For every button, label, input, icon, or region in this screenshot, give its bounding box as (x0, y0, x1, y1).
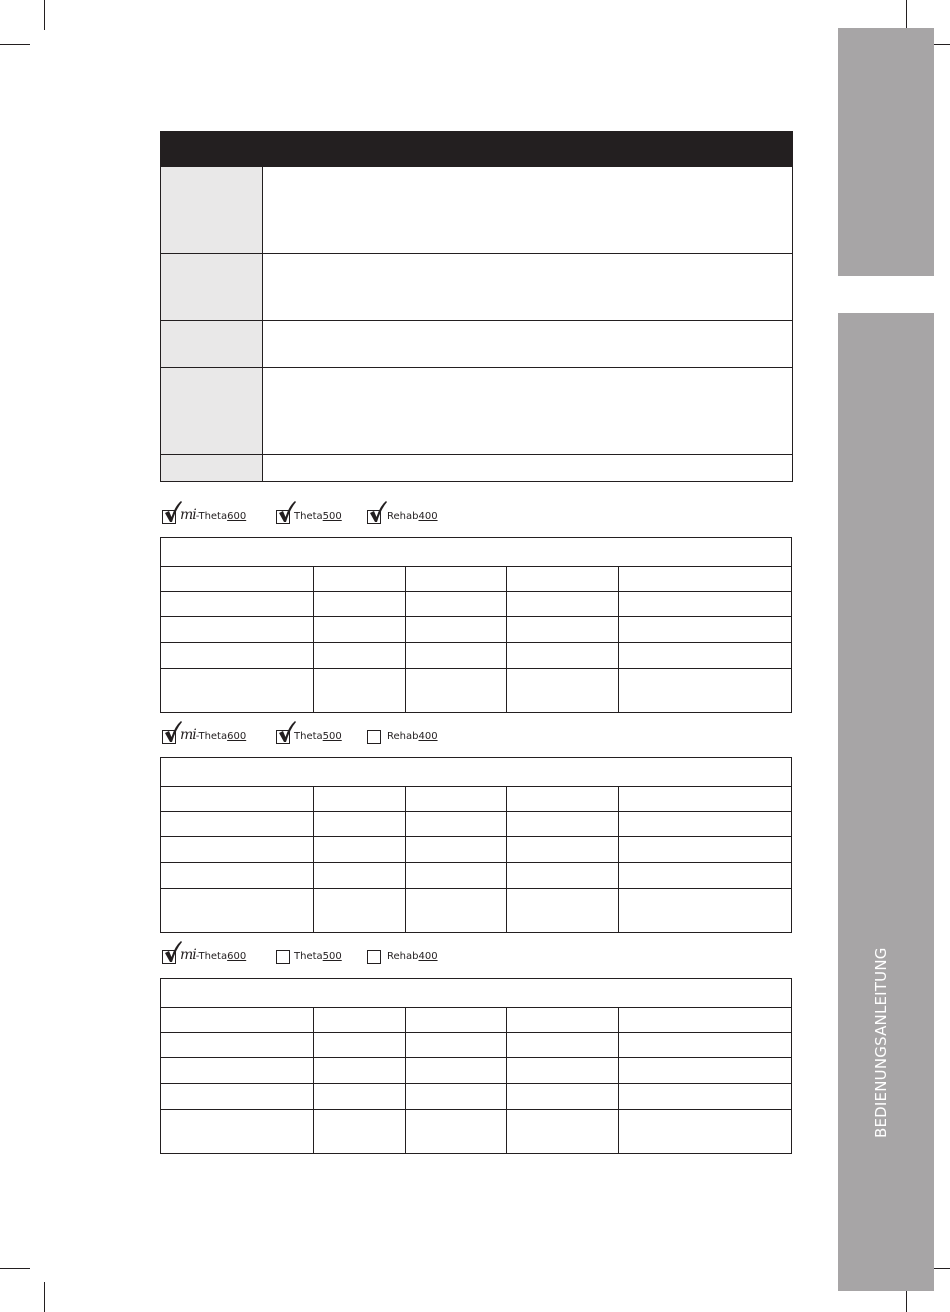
table-column-divider (618, 566, 619, 712)
table-row-divider (161, 591, 791, 592)
model-logo-rehab (387, 511, 438, 522)
model-logo-number: 500 (322, 731, 342, 742)
model-logo-number: 600 (227, 511, 247, 522)
table-column-divider (506, 566, 507, 712)
crop-mark-bottom-left-h (0, 1268, 30, 1269)
table-row-divider (161, 1032, 791, 1033)
model-compatibility-line (160, 722, 480, 750)
crop-mark-top-left-h (0, 44, 30, 45)
model-logo-name: -Theta (195, 951, 228, 962)
info-table-label-cell (161, 368, 263, 454)
table-row-divider (161, 811, 791, 812)
model-logo-number: 500 (322, 951, 342, 962)
table-row-divider (161, 888, 791, 889)
table-row-divider (161, 642, 791, 643)
model-logo-number: 400 (418, 511, 438, 522)
model-logo-number: 400 (418, 951, 438, 962)
checkmark-icon (368, 500, 388, 529)
crop-mark-top-left-v (44, 0, 45, 30)
spec-table (160, 978, 792, 1154)
model-logo-mi-theta (180, 947, 246, 963)
model-compatibility-line (160, 502, 480, 530)
model-logo-rehab (387, 731, 438, 742)
model-logo-number: 600 (227, 951, 247, 962)
table-column-divider (506, 786, 507, 932)
model-logo-name: Theta (294, 951, 323, 962)
info-table-row (161, 253, 792, 320)
table-column-divider (405, 786, 406, 932)
model-logo-theta (294, 951, 342, 962)
table-row-divider (161, 616, 791, 617)
info-table (160, 131, 793, 482)
model-logo-number: 500 (322, 511, 342, 522)
info-table-row (161, 166, 792, 253)
table-row-divider (161, 1007, 791, 1008)
model-logo-prefix: mi (180, 947, 196, 963)
info-table-label-cell (161, 321, 263, 367)
model-logo-mi-theta (180, 727, 246, 743)
spec-table (160, 757, 792, 933)
model-logo-prefix: mi (180, 727, 196, 743)
side-tab-lower (838, 313, 934, 1291)
model-logo-number: 600 (227, 731, 247, 742)
table-column-divider (618, 1007, 619, 1153)
info-table-row (161, 320, 792, 367)
table-column-divider (506, 1007, 507, 1153)
model-logo-theta (294, 511, 342, 522)
crop-mark-top-right-v (906, 0, 907, 30)
table-row-divider (161, 1083, 791, 1084)
table-row-divider (161, 566, 791, 567)
model-checkbox (367, 730, 381, 744)
table-row-divider (161, 786, 791, 787)
table-row-divider (161, 862, 791, 863)
info-table-label-cell (161, 167, 263, 253)
info-table-label-cell (161, 254, 263, 320)
side-tab-upper (838, 28, 934, 276)
table-column-divider (405, 1007, 406, 1153)
info-table-row (161, 454, 792, 481)
model-logo-name: -Theta (195, 731, 228, 742)
table-row-divider (161, 1057, 791, 1058)
model-checkbox (367, 950, 381, 964)
table-column-divider (405, 566, 406, 712)
crop-mark-bottom-left-v (44, 1282, 45, 1312)
model-logo-rehab (387, 951, 438, 962)
info-table-header (161, 132, 792, 166)
model-checkbox (276, 950, 290, 964)
table-column-divider (618, 786, 619, 932)
table-column-divider (313, 786, 314, 932)
table-row-divider (161, 1109, 791, 1110)
model-logo-name: -Theta (195, 511, 228, 522)
info-table-row (161, 367, 792, 454)
model-logo-number: 400 (418, 731, 438, 742)
model-logo-prefix: mi (180, 507, 196, 523)
model-compatibility-line (160, 942, 480, 970)
table-column-divider (313, 1007, 314, 1153)
table-row-divider (161, 836, 791, 837)
model-logo-name: Theta (294, 511, 323, 522)
side-tab-label: BEDIENUNGSANLEITUNG (872, 947, 890, 1138)
spec-table (160, 537, 792, 713)
model-logo-name: Rehab (387, 731, 419, 742)
model-logo-name: Theta (294, 731, 323, 742)
table-row-divider (161, 668, 791, 669)
model-logo-mi-theta (180, 507, 246, 523)
model-logo-theta (294, 731, 342, 742)
info-table-label-cell (161, 455, 263, 481)
model-logo-name: Rehab (387, 951, 419, 962)
model-logo-name: Rehab (387, 511, 419, 522)
table-column-divider (313, 566, 314, 712)
